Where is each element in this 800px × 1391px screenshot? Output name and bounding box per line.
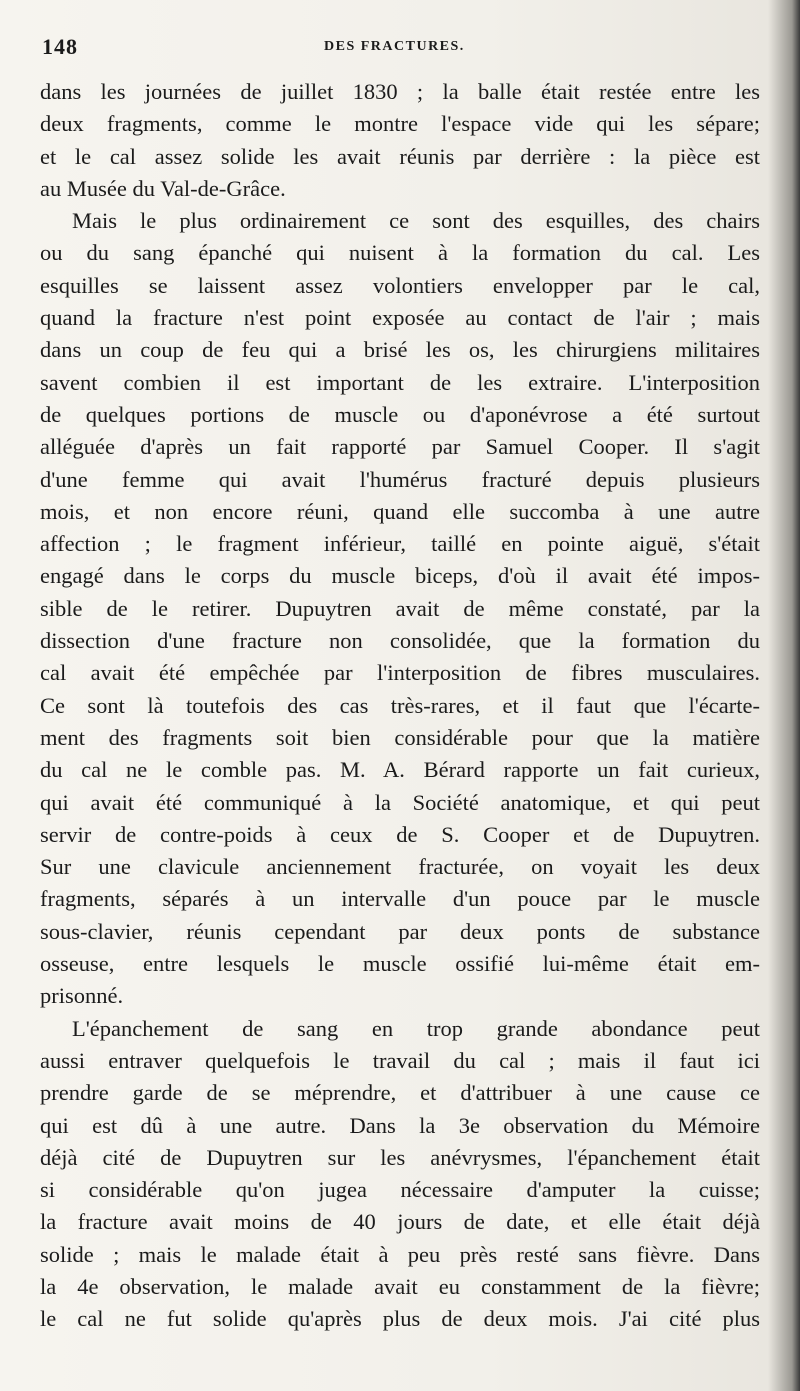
text-line: dans les journées de juillet 1830 ; la balle était restée entre les bbox=[40, 79, 760, 104]
text-line: quand la fracture n'est point exposée au contact de l'air ; mais bbox=[40, 305, 760, 331]
text-line: solide ; mais le malade était à peu près resté sans fièvre. Dans bbox=[40, 1241, 760, 1267]
text-line: servir de contre-poids à ceux de S. Cooper et de Dupuytren. bbox=[40, 821, 760, 847]
text-line: d'une femme qui avait l'humérus fracturé depuis plusieurs bbox=[40, 466, 760, 492]
text-line: mois, et non encore réuni, quand elle succomba à une autre bbox=[40, 498, 760, 524]
text-line: prisonné. bbox=[40, 983, 124, 1009]
text-line: sible de le retirer. Dupuytren avait de même constaté, par la bbox=[40, 595, 760, 621]
text-line: esquilles se laissent assez volontiers envelopper par le cal, bbox=[40, 272, 760, 298]
text-line: cal avait été empêchée par l'interposition de fibres musculaires. bbox=[40, 660, 760, 686]
text-line: Mais le plus ordinairement ce sont des esquilles, des chairs bbox=[72, 208, 760, 234]
text-line: si considérable qu'on jugea nécessaire d'amputer la cuisse; bbox=[40, 1177, 760, 1203]
text-line: de quelques portions de muscle ou d'aponévrose a été surtout bbox=[40, 401, 760, 427]
text-line: savent combien il est important de les extraire. L'interposition bbox=[40, 369, 760, 395]
text-line: du cal ne le comble pas. M. A. Bérard rapporte un fait curieux, bbox=[40, 757, 760, 783]
text-line: alléguée d'après un fait rapporté par Samuel Cooper. Il s'agit bbox=[40, 434, 760, 460]
text-line: et le cal assez solide les avait réunis par derrière : la pièce est bbox=[40, 143, 760, 169]
body-text bbox=[40, 76, 760, 1336]
text-line: ment des fragments soit bien considérable pour que la matière bbox=[40, 724, 760, 750]
page-header bbox=[42, 34, 754, 64]
text-line: la 4e observation, le malade avait eu constamment de la fièvre; bbox=[40, 1273, 760, 1299]
running-head: DES FRACTURES. bbox=[324, 39, 465, 54]
text-line: qui avait été communiqué à la Société anatomique, et qui peut bbox=[40, 789, 760, 815]
text-line: osseuse, entre lesquels le muscle ossifié lui-même était em- bbox=[40, 951, 760, 977]
text-line: le cal ne fut solide qu'après plus de deux mois. J'ai cité plus bbox=[40, 1306, 760, 1332]
text-line: sous-clavier, réunis cependant par deux ponts de substance bbox=[40, 918, 760, 944]
text-line: deux fragments, comme le montre l'espace vide qui les sépare; bbox=[40, 111, 760, 137]
text-line: au Musée du Val-de-Grâce. bbox=[40, 175, 286, 201]
text-line: aussi entraver quelquefois le travail du cal ; mais il faut ici bbox=[40, 1047, 760, 1073]
text-line: dans un coup de feu qui a brisé les os, les chirurgiens militaires bbox=[40, 337, 760, 363]
text-line: la fracture avait moins de 40 jours de date, et elle était déjà bbox=[40, 1209, 760, 1235]
page-number: 148 bbox=[42, 34, 78, 59]
text-line: prendre garde de se méprendre, et d'attribuer à une cause ce bbox=[40, 1080, 760, 1106]
text-line: affection ; le fragment inférieur, taillé en pointe aiguë, s'était bbox=[40, 531, 760, 557]
text-line: déjà cité de Dupuytren sur les anévrysmes, l'épanchement était bbox=[40, 1144, 760, 1170]
text-line: ou du sang épanché qui nuisent à la formation du cal. Les bbox=[40, 240, 760, 266]
text-line: qui est dû à une autre. Dans la 3e observation du Mémoire bbox=[40, 1112, 760, 1138]
text-line: dissection d'une fracture non consolidée, que la formation du bbox=[40, 628, 760, 654]
text-line: Sur une clavicule anciennement fracturée, on voyait les deux bbox=[40, 854, 760, 880]
text-line: Ce sont là toutefois des cas très-rares, et il faut que l'écarte- bbox=[40, 692, 760, 718]
text-line: engagé dans le corps du muscle biceps, d'où il avait été impos- bbox=[40, 563, 760, 589]
text-line: fragments, séparés à un intervalle d'un pouce par le muscle bbox=[40, 886, 760, 912]
text-line: L'épanchement de sang en trop grande abondance peut bbox=[72, 1015, 760, 1041]
